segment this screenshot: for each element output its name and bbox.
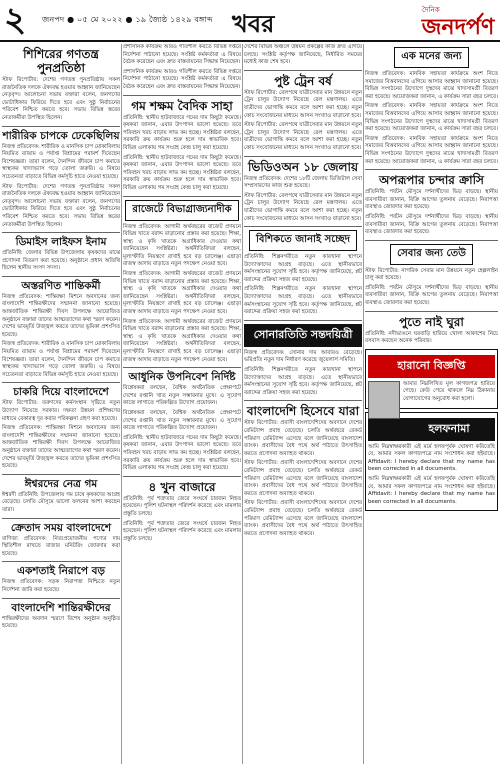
article-text: প্রতিনিধি: পর্যটন মৌসুমে দর্শনার্থীদের ভিড় বাড়ছে। স্থানীয় ব্যবসায়ীরা জানান, বিক্রি আগের তুলনায় বেড়েছে। নিরাপত্তা ব্যবস্থাও জোরদার করা হয়েছে। [365,284,498,307]
column-3 [244,44,362,764]
article-text: বিশ্লেষকরা বলছেন, বৈশ্বিক অর্থনৈতিক প্রেক্ষাপটে দেশের রপ্তানি খাত নতুন সম্ভাবনার মুখে। এ সুযোগ কাজে লাগাতে পরিকল্পিত উদ্যোগ প্রয়োজন। [123,385,241,407]
affidavit-title: হলফনামা [368,418,495,441]
article-text: প্রতিনিধি: পর্যটন মৌসুমে দর্শনার্থীদের ভিড় বাড়ছে। স্থানীয় ব্যবসায়ীরা জানান, বিক্রি আগের তুলনায় বেড়েছে। নিরাপত্তা ব্যবস্থাও জোরদার করা হয়েছে। [365,213,498,236]
article-text: বিশ্লেষকরা বলছেন, বৈশ্বিক অর্থনৈতিক প্রেক্ষাপটে দেশের রপ্তানি খাত নতুন সম্ভাবনার মুখে। এ সুযোগ কাজে লাগাতে পরিকল্পিত উদ্যোগ প্রয়োজন। [123,409,241,432]
article-text: প্রতিনিধি: স্থানীয় হাটবাজারে গমের দাম কিছুটা কমেছে। কৃষকরা জানান, এবার উৎপাদন ভালো হয়েছে। তবে পরিবহন খরচ বাড়ায় লাভ কম হচ্ছে। সংশ্লিষ্টরা বলছেন, সরকারি ক্রয় কার্যক্রম শুরু হলে দাম স্বাভাবিক হবে। বিভিন্ন এলাকায় গম সংগ্রহ কেন্দ্র চালু করা হয়েছে। [123,154,241,191]
divider [2,382,120,383]
article-text: নিজস্ব প্রতিবেদক: শান্তিরক্ষা মিশনে অবদানের জন্য বাংলাদেশি শান্তিরক্ষীদের সম্মাননা জানানো হয়েছে। আন্তর্জাতিক শান্তিরক্ষী দিবস উপলক্ষে আয়োজিত অনুষ্ঠানে বক্তারা তাদের আত্মত্যাগের কথা স্মরণ করেন। দেশের ভাবমূর্তি উজ্জ্বল করতে তাদের ভূমিকা প্রশংসিত হয়েছে। [2,425,120,470]
headline: এক মনের জন্য [394,47,468,68]
article-text: স্টাফ রিপোর্টার: তরুণদের কর্মসংস্থান সৃষ্টিতে নতুন উদ্যোগ নিয়েছে সরকার। দক্ষতা উন্নয়ন প্রশিক্ষণের মাধ্যমে বেকারত্ব দূর করার পরিকল্পনা গ্রহণ করা হয়েছে। [2,400,120,422]
article-text: নিজস্ব প্রতিবেদক: আগামী অর্থবছরের বাজেট প্রণয়নে বিভিন্ন খাতে বরাদ্দ বাড়ানোর প্রস্তাব করা হয়েছে। শিক্ষা, স্বাস্থ্য ও কৃষি খাতকে অগ্রাধিকার দেওয়ার কথা জানিয়েছেন সংশ্লিষ্টরা। অর্থনীতিবিদরা বলছেন, মূল্যস্ফীতি নিয়ন্ত্রণে রাখাই হবে বড় চ্যালেঞ্জ। এছাড়া রাজস্ব আদায় বাড়াতে নতুন পদক্ষেপ নেওয়া হবে। [123,271,241,316]
article-text: নিজস্ব প্রতিবেদক: আগামী অর্থবছরের বাজেট প্রণয়নে বিভিন্ন খাতে বরাদ্দ বাড়ানোর প্রস্তাব করা হয়েছে। শিক্ষা, স্বাস্থ্য ও কৃষি খাতকে অগ্রাধিকার দেওয়ার কথা জানিয়েছেন সংশ্লিষ্টরা। অর্থনীতিবিদরা বলছেন, মূল্যস্ফীতি নিয়ন্ত্রণে রাখাই হবে বড় চ্যালেঞ্জ। এছাড়া রাজস্ব আদায় বাড়াতে নতুন পদক্ষেপ নেওয়া হবে। [123,318,241,363]
article-text: প্রতিনিধি: শিল্পনগরীতে নতুন কারখানা স্থাপনে উদ্যোক্তাদের আগ্রহ বাড়ছে। এতে স্থানীয়ভাবে কর্মসংস্থানের সুযোগ সৃষ্টি হবে। কর্তৃপক্ষ জানিয়েছে, প্লট বরাদ্দের প্রক্রিয়া সহজ করা হয়েছে। [244,367,362,396]
article-text: প্রতিনিধি: শিল্পনগরীতে নতুন কারখানা স্থাপনে উদ্যোক্তাদের আগ্রহ বাড়ছে। এতে স্থানীয়ভাবে কর্মসংস্থানের সুযোগ সৃষ্টি হবে। কর্তৃপক্ষ জানিয়েছে, প্লট বরাদ্দের প্রক্রিয়া সহজ করা হয়েছে। [244,286,362,316]
article-text: স্টাফ রিপোর্টার: প্রবাসী বাংলাদেশিদের অবদানে দেশের রেমিট্যান্স প্রবাহ বেড়েছে। চলতি অর্থবছরে রেকর্ড পরিমাণ রেমিট্যান্স এসেছে বলে জানিয়েছে বাংলাদেশ ব্যাংক। প্রবাসীদের বৈধ পথে অর্থ পাঠাতে উৎসাহিত করতে প্রণোদনা অব্যাহত থাকবে। [244,460,362,497]
headline: অপরূপার চন্দার ক্রাসি [379,173,484,188]
headline: শিশিরের গণতন্ত্র পুনপ্রতিষ্ঠা [23,47,99,75]
boxed-headline [123,200,241,221]
divider [365,240,498,241]
boxed-headline [365,244,498,265]
divider [123,95,241,96]
divider [2,598,120,599]
divider [2,561,120,562]
divider [2,126,120,127]
article-text: প্রতিনিধি: স্থানীয় হাটবাজারে গমের দাম কিছুটা কমেছে। কৃষকরা জানান, এবার উৎপাদন ভালো হয়েছে। তবে পরিবহন খরচ বাড়ায় লাভ কম হচ্ছে। সংশ্লিষ্টরা বলছেন, সরকারি ক্রয় কার্যক্রম শুরু হলে দাম স্বাভাবিক হবে। বিভিন্ন এলাকায় গম সংগ্রহ কেন্দ্র চালু করা হয়েছে। [123,434,241,472]
article-text: স্টাফ রিপোর্টার: রেলপথে যাত্রীসেবার মান উন্নয়নে নতুন ট্রেন চালুর উদ্যোগ নিয়েছে রেল মন্ত্রণালয়। এতে যাত্রীদের ভোগান্তি কমবে বলে আশা করা হচ্ছে। নতুন কোচ সংযোজনের মাধ্যমে আসন সংখ্যাও বাড়ানো হবে। [244,89,362,119]
headline: বিশিকতে জানাই সচ্ছেদ [249,230,357,251]
headline: ভিডিওঅন ১৮ জেলায় [247,159,359,174]
headline: একশতাই নিরাপে বড় [16,565,106,578]
article-text: স্টাফ রিপোর্টার: দেশের গণতন্ত্র পুনপ্রতিষ্ঠায় সকল রাজনৈতিক দলকে ঐক্যবদ্ধ হওয়ার আহ্বান জানিয়েছেন নেতৃবৃন্দ। আলোচনা সভায় বক্তারা বলেন, জনগণের ভোটাধিকার ফিরিয়ে দিতে হবে এবং সুষ্ঠু নির্বাচনের পরিবেশ নিশ্চিত করতে হবে। সভায় বিভিন্ন স্তরের নেতাকর্মীরা উপস্থিত ছিলেন। [2,183,120,228]
article-text: প্রতিনিধি: পর্যটন মৌসুমে দর্শনার্থীদের ভিড় বাড়ছে। স্থানীয় ব্যবসায়ীরা জানান, বিক্রি আগের তুলনায় বেড়েছে। নিরাপত্তা ব্যবস্থাও জোরদার করা হয়েছে। [365,189,498,211]
divider [244,70,362,71]
column-2 [123,44,241,764]
article-text: নিজস্ব প্রতিবেদক: দেশের ১৮টি জেলায় ডিজিটাল সেবা সম্প্রসারণের কাজ শুরু হয়েছে। [244,175,362,190]
column-rule [121,44,122,764]
headline: পুতে নাই ঘুরা [399,314,464,329]
logo-name: জনদর্পণ [421,14,495,40]
headline: আধুনিক উপনিবেশ নির্দিষ্ট [128,371,236,384]
divider [244,156,362,157]
headline: ৪ খুন বাজারে [148,479,216,494]
article-text: প্রতিনিধি: স্থানীয় হাটবাজারে গমের দাম কিছুটা কমেছে। কৃষকরা জানান, এবার উৎপাদন ভালো হয়েছে। তবে পরিবহন খরচ বাড়ায় লাভ কম হচ্ছে। সংশ্লিষ্টরা বলছেন, সরকারি ক্রয় কার্যক্রম শুরু হলে দাম স্বাভাবিক হবে। বিভিন্ন এলাকায় গম সংগ্রহ কেন্দ্র চালু করা হয়েছে। [123,114,241,151]
article-text: নিজস্ব প্রতিবেদক: আগামী অর্থবছরের বাজেট প্রণয়নে বিভিন্ন খাতে বরাদ্দ বাড়ানোর প্রস্তাব করা হয়েছে। শিক্ষা, স্বাস্থ্য ও কৃষি খাতকে অগ্রাধিকার দেওয়ার কথা জানিয়েছেন সংশ্লিষ্টরা। অর্থনীতিবিদরা বলছেন, মূল্যস্ফীতি নিয়ন্ত্রণে রাখাই হবে বড় চ্যালেঞ্জ। এছাড়া রাজস্ব আদায় বাড়াতে নতুন পদক্ষেপ নেওয়া হবে। [123,223,241,268]
divider [123,196,241,197]
lost-notice-title: হারানো বিজ্ঞপ্তি [368,355,495,378]
article-text: নিজস্ব প্রতিবেদক: সোনার দাম আবারও বেড়েছে। ভরিপ্রতি নতুন দাম নির্ধারণ করেছে জুয়েলার্স সমিতি। [244,349,362,364]
headline: অস্তরণিত শান্তিকর্মী [21,279,101,292]
article-text: স্টাফ রিপোর্টার: রেলপথে যাত্রীসেবার মান উন্নয়নে নতুন ট্রেন চালুর উদ্যোগ নিয়েছে রেল মন্ত্রণালয়। এতে যাত্রীদের ভোগান্তি কমবে বলে আশা করা হচ্ছে। নতুন কোচ সংযোজনের মাধ্যমে আসন সংখ্যাও বাড়ানো হবে। [244,192,362,222]
divider [244,226,362,227]
article-text: স্টাফ রিপোর্টার: নাগরিক সেবার মান উন্নয়নে নতুন হেল্পলাইন চালু করা হয়েছে। [365,267,498,282]
divider [244,320,362,321]
divider [365,169,498,170]
divider [2,474,120,475]
logo-small-text: দৈনিক [422,6,440,14]
article-text: স্টাফ রিপোর্টার: প্রবাসী বাংলাদেশিদের অবদানে দেশের রেমিট্যান্স প্রবাহ বেড়েছে। চলতি অর্থবছরে রেকর্ড পরিমাণ রেমিট্যান্স এসেছে বলে জানিয়েছে বাংলাদেশ ব্যাংক। প্রবাসীদের বৈধ পথে অর্থ পাঠাতে উৎসাহিত করতে প্রণোদনা অব্যাহত থাকবে। [244,500,362,537]
affidavit-text: আমি নিম্নস্বাক্ষরকারী এই মর্মে হলফপূর্বক ঘোষণা করিতেছি যে, আমার সকল কাগজপত্রে নাম সংশোধন করা হইয়াছে। Affidavit: I hereby declare that my name has been corrected in all documents. [368,443,495,473]
article-text: স্টাফ রিপোর্টার: দেশের গণতন্ত্র পুনপ্রতিষ্ঠায় সকল রাজনৈতিক দলকে ঐক্যবদ্ধ হওয়ার আহ্বান জানিয়েছেন নেতৃবৃন্দ। আলোচনা সভায় বক্তারা বলেন, জনগণের ভোটাধিকার ফিরিয়ে দিতে হবে এবং সুষ্ঠু নির্বাচনের পরিবেশ নিশ্চিত করতে হবে। সভায় বিভিন্ন স্তরের নেতাকর্মীরা উপস্থিত ছিলেন। [2,77,120,121]
article-text: ঈশ্বরদী প্রতিনিধি: উপজেলায় গম চাষে কৃষকদের আগ্রহ বেড়েছে। চলতি মৌসুমে ভালো ফলনের আশা করছেন তারা। [2,491,120,513]
divider [365,311,498,312]
article-text: বাণিজ্য প্রতিবেদক: নিত্যপ্রয়োজনীয় পণ্যের দাম স্থিতিশীল রাখতে বাজার মনিটরিং জোরদার করা হয়েছে। [2,535,120,557]
divider [123,367,241,368]
article-text: প্রতিনিধি: পূর্ব শত্রুতার জেরে সংঘর্ষে চারজন নিহত হয়েছেন। পুলিশ ঘটনাস্থল পরিদর্শন করেছে এবং মামলার প্রস্তুতি চলছে। [123,495,241,517]
article-text: প্রতিনিধি: জেলার বিভিন্ন উপজেলায় কৃষকদের মাঝে প্রণোদনা বিতরণ করা হয়েছে। অনুষ্ঠানে প্রধান অতিথি ছিলেন স্থানীয় সংসদ সদস্য। [2,250,120,272]
date-line: জনপদ ● ০৫ মে ২০২২ ● ১৯ জ্যৈষ্ঠ ১৪২৯ বঙ্গাব্দ [42,15,213,24]
notice-photo [368,381,400,419]
headline: ঈশ্বরদের নেত্র গম [24,477,98,490]
divider [2,276,120,277]
divider [244,400,362,401]
column-rule [363,44,364,764]
article-text: স্টাফ রিপোর্টার: প্রবাসী বাংলাদেশিদের অবদানে দেশের রেমিট্যান্স প্রবাহ বেড়েছে। চলতি অর্থবছরে রেকর্ড পরিমাণ রেমিট্যান্স এসেছে বলে জানিয়েছে বাংলাদেশ ব্যাংক। প্রবাসীদের বৈধ পথে অর্থ পাঠাতে উৎসাহিত করতে প্রণোদনা অব্যাহত থাকবে। [244,420,362,457]
article-text: শান্তিরক্ষীদের অবদান স্মরণে বিশেষ অনুষ্ঠান অনুষ্ঠিত হয়েছে। [2,615,120,630]
masthead [0,0,500,42]
headline: বাংলাদেশি হিসেবে যারা [246,404,360,419]
article-text: নিজস্ব প্রতিবেদক: মানবিক সহায়তা কার্যক্রমে অংশ নিতে সমাজের বিত্তবানদের এগিয়ে আসার আহ্বান জানানো হয়েছে। বিভিন্ন সংগঠনের উদ্যোগে দুস্থদের মাঝে খাদ্যসামগ্রী বিতরণ করা হয়েছে। আয়োজকরা জানান, এ কার্যক্রম সারা বছর চলবে। [365,103,498,133]
article-text: প্রশাসনিক কার্যক্রম আরও গতিশীল করতে বিভিন্ন দপ্তরে নির্দেশনা পাঠানো হয়েছে। সংশ্লিষ্ট কর্মকর্তারা এ বিষয়ে বৈঠক করেছেন এবং দ্রুত বাস্তবায়নের সিদ্ধান্ত নিয়েছেন। [123,44,241,66]
article-text: দেশের বিভিন্ন অঞ্চলে উন্নয়ন প্রকল্পের কাজ দ্রুত এগিয়ে চলছে। সংশ্লিষ্ট কর্তৃপক্ষ জানিয়েছে, নির্ধারিত সময়ের মধ্যেই কাজ শেষ হবে। [244,44,362,66]
article-text: নিজস্ব প্রতিবেদক: মানবিক সহায়তা কার্যক্রমে অংশ নিতে সমাজের বিত্তবানদের এগিয়ে আসার আহ্বান জানানো হয়েছে। বিভিন্ন সংগঠনের উদ্যোগে দুস্থদের মাঝে খাদ্যসামগ্রী বিতরণ করা হয়েছে। আয়োজকরা জানান, এ কার্যক্রম সারা বছর চলবে। [365,135,498,165]
headline-banner: সোনারতিতি সন্তদয়িত্রী [244,324,362,347]
page-number: ২ [4,0,27,40]
headline: ডিমাইস লাইফস ইনাম [15,236,107,249]
article-text: প্রতিনিধি: নদীভাঙনে ঘরবাড়ি হারিয়ে খোলা আকাশের নিচে বসবাস করছেন অনেক পরিবার। [365,330,498,345]
headline: বাংলাদেশি শান্তিরক্ষীদের [11,601,111,614]
section-title: খবর [232,9,275,38]
divider [2,518,120,519]
boxed-headline [244,230,362,251]
article-text: নিজস্ব প্রতিবেদক: শারীরিক ও মানসিক চাপ মোকাবিলায় নিয়মিত ব্যায়াম ও পর্যাপ্ত বিশ্রামের পরামর্শ দিয়েছেন বিশেষজ্ঞরা। তারা বলেন, দৈনন্দিন জীবনে চাপ কমাতে স্বাস্থ্যকর খাদ্যাভ্যাস গড়ে তোলা জরুরি। এ বিষয়ে সচেতনতা বাড়াতে বিভিন্ন কর্মসূচি হাতে নেওয়া হয়েছে। [2,143,120,180]
divider [123,476,241,477]
lost-notice-ad [365,349,498,409]
article-text: নিজস্ব প্রতিবেদক: শারীরিক ও মানসিক চাপ মোকাবিলায় নিয়মিত ব্যায়াম ও পর্যাপ্ত বিশ্রামের পরামর্শ দিয়েছেন বিশেষজ্ঞরা। তারা বলেন, দৈনন্দিন জীবনে চাপ কমাতে স্বাস্থ্যকর খাদ্যাভ্যাস গড়ে তোলা জরুরি। এ বিষয়ে সচেতনতা বাড়াতে বিভিন্ন কর্মসূচি হাতে নেওয়া হয়েছে। [2,341,120,378]
headline: শারীরিক চাপকে ঢেকেছিলিয় [2,129,120,142]
headline: গম শক্ষম বৈদিক সাহা [131,98,233,113]
headline: সেবার জন্য তেউ [390,244,473,265]
boxed-headline [365,47,498,68]
headline: চাকরি দিয়ে বাংলাদেশে [13,386,109,399]
article-text: স্টাফ রিপোর্টার: রেলপথে যাত্রীসেবার মান উন্নয়নে নতুন ট্রেন চালুর উদ্যোগ নিয়েছে রেল মন্ত্রণালয়। এতে যাত্রীদের ভোগান্তি কমবে বলে আশা করা হচ্ছে। নতুন কোচ সংযোজনের মাধ্যমে আসন সংখ্যাও বাড়ানো হবে। [244,122,362,151]
headline: ক্রেতাদ সময় বাংলাদেশে [10,521,112,534]
newspaper-logo [418,2,498,38]
lost-notice-text: আমার নিম্নলিখিত মূল কাগজপত্র হারিয়ে গেছে। কেউ পেয়ে থাকলে নিম্ন ঠিকানায় যোগাযোগের অনুরোধ করা হলো। [403,380,495,403]
article-text: নিজস্ব প্রতিবেদক: সড়ক নিরাপত্তা নিশ্চিতে নতুন নির্দেশনা জারি করা হয়েছে। [2,579,120,593]
divider [2,232,120,233]
headline: পুষ্ট ট্রেন বর্ষ [274,73,332,88]
article-text: প্রতিনিধি: পূর্ব শত্রুতার জেরে সংঘর্ষে চারজন নিহত হয়েছেন। পুলিশ ঘটনাস্থল পরিদর্শন করেছে এবং মামলার প্রস্তুতি চলছে। [123,520,241,542]
column-4 [365,44,498,764]
article-text: নিজস্ব প্রতিবেদক: মানবিক সহায়তা কার্যক্রমে অংশ নিতে সমাজের বিত্তবানদের এগিয়ে আসার আহ্বান জানানো হয়েছে। বিভিন্ন সংগঠনের উদ্যোগে দুস্থদের মাঝে খাদ্যসামগ্রী বিতরণ করা হয়েছে। আয়োজকরা জানান, এ কার্যক্রম সারা বছর চলবে। [365,71,498,100]
article-text: প্রতিনিধি: শিল্পনগরীতে নতুন কারখানা স্থাপনে উদ্যোক্তাদের আগ্রহ বাড়ছে। এতে স্থানীয়ভাবে কর্মসংস্থানের সুযোগ সৃষ্টি হবে। কর্তৃপক্ষ জানিয়েছে, প্লট বরাদ্দের প্রক্রিয়া সহজ করা হয়েছে। [244,254,362,283]
headline: রাজেটে বিভাগ্রাজ্যনাদীক [125,200,238,221]
column-rule [242,44,243,764]
affidavit-ad [365,412,498,512]
article-text: নিজস্ব প্রতিবেদক: শান্তিরক্ষা মিশনে অবদানের জন্য বাংলাদেশি শান্তিরক্ষীদের সম্মাননা জানানো হয়েছে। আন্তর্জাতিক শান্তিরক্ষী দিবস উপলক্ষে আয়োজিত অনুষ্ঠানে বক্তারা তাদের আত্মত্যাগের কথা স্মরণ করেন। দেশের ভাবমূর্তি উজ্জ্বল করতে তাদের ভূমিকা প্রশংসিত হয়েছে। [2,293,120,338]
article-text: প্রশাসনিক কার্যক্রম আরও গতিশীল করতে বিভিন্ন দপ্তরে নির্দেশনা পাঠানো হয়েছে। সংশ্লিষ্ট কর্মকর্তারা এ বিষয়ে বৈঠক করেছেন এবং দ্রুত বাস্তবায়নের সিদ্ধান্ত নিয়েছেন। [123,68,241,90]
affidavit-text: আমি নিম্নস্বাক্ষরকারী এই মর্মে হলফপূর্বক ঘোষণা করিতেছি যে, আমার সকল কাগজপত্রে নাম সংশোধন করা হইয়াছে। Affidavit: I hereby declare that my name has been corrected in all documents. [368,476,495,505]
column-1 [2,44,120,764]
